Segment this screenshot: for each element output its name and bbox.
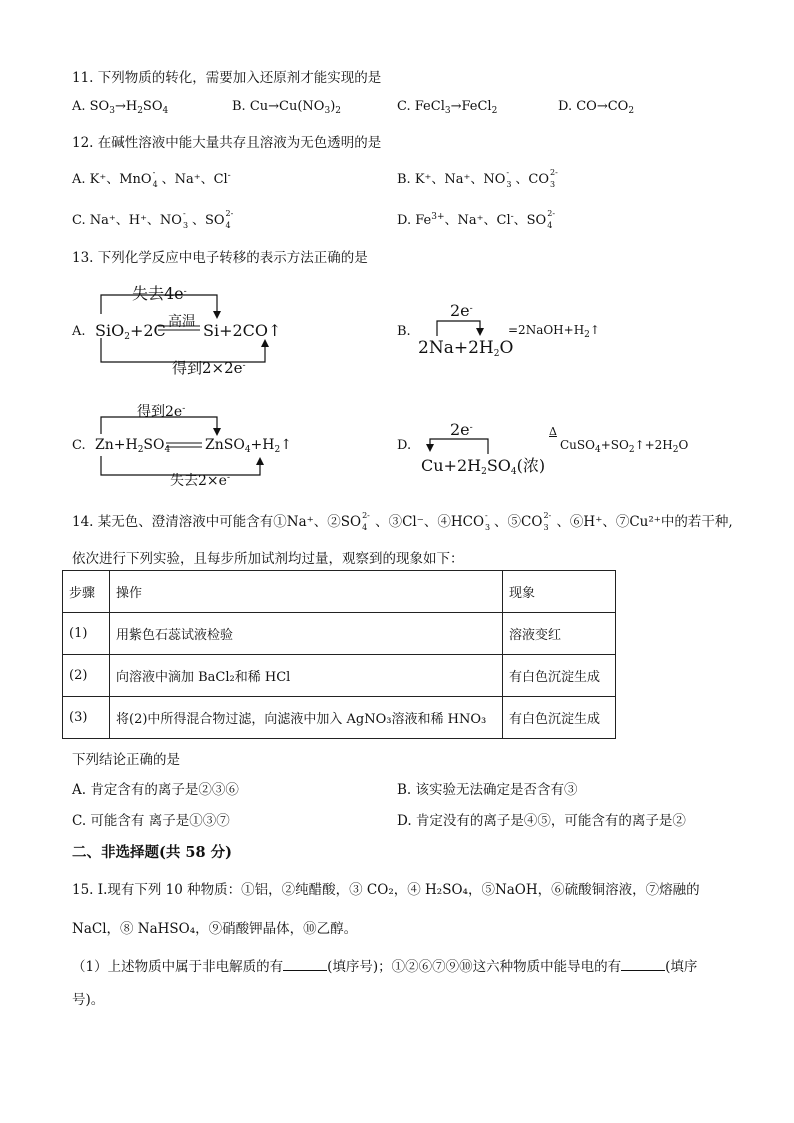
q11-option-d: D. $CO\to CO_2$	[558, 99, 635, 116]
q14-option-c: C. 可能含有 离子是①③⑦	[72, 813, 230, 829]
q13-a-equation-right: Si+2CO↑	[203, 321, 282, 340]
q13-a-condition: 高温	[168, 314, 196, 330]
answer-blank-2[interactable]	[621, 958, 665, 971]
table-cell: (2)	[63, 655, 110, 697]
q11-option-a: A. $SO_3\to H_2SO_4$	[72, 99, 169, 116]
q13-d-top-label: 2e-	[450, 420, 473, 439]
q12-stem: 12. 在碱性溶液中能大量共存且溶液为无色透明的是	[72, 135, 382, 151]
table-cell: 有白色沉淀生成	[503, 697, 616, 739]
q13-b-label: B.	[397, 324, 411, 339]
q13-c-equation-left: $Zn+H_2SO_4$	[95, 437, 171, 455]
q13-b-equation: $2Na+2H_2O$	[418, 338, 514, 359]
table-cell: 有白色沉淀生成	[503, 655, 616, 697]
q13-a-label: A.	[72, 324, 86, 339]
q12-option-a: A. K⁺、MnO - 4 、Na⁺、Cl-	[72, 167, 231, 189]
q14-option-b: B. 该实验无法确定是否含有③	[397, 782, 578, 798]
q13-a-equation-left: SiO$_2$+2C	[95, 321, 166, 342]
q13-b-top-label: 2e-	[450, 301, 473, 320]
table-cell: 用紫色石蕊试液检验	[110, 613, 503, 655]
q15-line-4: 号)。	[72, 992, 105, 1008]
q14-intro: 依次进行下列实验，且每步所加试剂均过量，观察到的现象如下：	[72, 551, 464, 567]
section-heading: 二、非选择题(共 58 分)	[72, 844, 232, 861]
q11-option-c: C. FeCl$_3$→FeCl$_2$	[397, 99, 498, 116]
table-header-row	[63, 571, 616, 613]
q11-stem: 11. 下列物质的转化，需要加入还原剂才能实现的是	[72, 70, 382, 86]
answer-blank-1[interactable]	[283, 958, 327, 971]
q14-option-d: D. 肯定没有的离子是④⑤，可能含有的离子是②	[397, 813, 686, 829]
q13-d-equation: $Cu+2H_2SO_4$(浓)	[421, 456, 546, 477]
q15-line-1: 15. Ⅰ.现有下列 10 种物质：①铝，②纯醋酸，③ CO₂，④ H₂SO₄，⑤NaOH，⑥硫酸铜溶液，⑦熔融的	[72, 882, 700, 898]
table-header-cell: 步骤	[63, 571, 110, 613]
q12-option-c: C. Na⁺、H⁺、NO - 3 、SO 2- 4	[72, 208, 234, 230]
table-row	[63, 697, 616, 739]
q13-d-label: D.	[397, 438, 412, 453]
q13-b-tail: $=2NaOH+H_2↑$	[508, 323, 600, 340]
q13-c-label: C.	[72, 438, 86, 453]
q11-option-b: B. $Cu\to Cu(NO_3)_2$	[232, 99, 342, 116]
table-header-cell: 现象	[503, 571, 616, 613]
table-cell: 溶液变红	[503, 613, 616, 655]
q12-option-d: D. $Fe^{3+}$、Na⁺、Cl-、SO 2- 4	[397, 208, 556, 230]
q13-a-bottom-label: 得到2×2e-	[172, 359, 246, 377]
table-cell: (1)	[63, 613, 110, 655]
table-cell: 向溶液中滴加 BaCl₂和稀 HCl	[110, 655, 503, 697]
q13-d-tail: $CuSO_4+SO_2↑+2H_2O$	[560, 438, 689, 455]
q15-line-2: NaCl，⑧ NaHSO₄，⑨硝酸钾晶体，⑩乙醇。	[72, 921, 358, 937]
table-cell: 将(2)中所得混合物过滤，向滤液中加入 AgNO₃溶液和稀 HNO₃	[110, 697, 503, 739]
q13-a-top-label: 失去4e-	[132, 284, 187, 303]
q13-c-equation-right: $ZnSO_4+H_2↑$	[205, 437, 292, 455]
table-cell: (3)	[63, 697, 110, 739]
q13-c-bottom-label: 失去2×e-	[170, 473, 230, 489]
q15-line-3: （1）上述物质中属于非电解质的有 (填序号)；①②⑥⑦⑨⑩这六种物质中能导电的有 (填序	[72, 959, 698, 975]
table-row	[63, 655, 616, 697]
q12-option-b: B. K⁺、Na⁺、NO - 3 、CO 2- 3	[397, 167, 558, 189]
q13-stem: 13. 下列化学反应中电子转移的表示方法正确的是	[72, 250, 368, 266]
q14-stem: 14. 某无色、澄清溶液中可能含有①Na⁺、②SO 2- 4 、③Cl⁻、④HCO - 3 、⑤CO 2- 3 、⑥H⁺、⑦Cu²⁺中的若干种,	[72, 510, 733, 532]
q13-c-top-label: 得到2e-	[137, 404, 186, 420]
table-header-cell: 操作	[110, 571, 503, 613]
q14-prompt: 下列结论正确的是	[72, 752, 180, 768]
q13-d-condition: Δ	[549, 425, 557, 438]
table-row	[63, 613, 616, 655]
q14-table	[62, 570, 616, 739]
q14-option-a: A. 肯定含有的离子是②③⑥	[72, 782, 239, 798]
